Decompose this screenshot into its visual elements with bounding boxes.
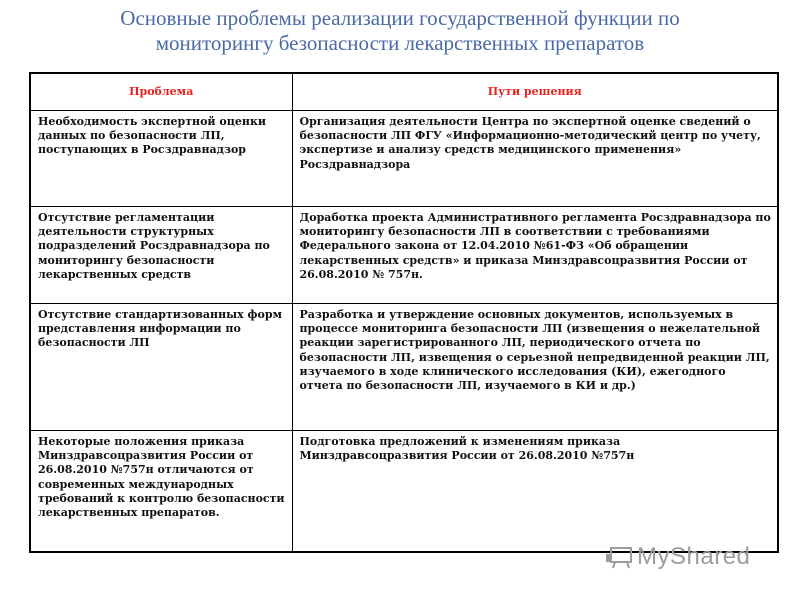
header-problem: Проблема <box>30 73 292 111</box>
problem-cell: Необходимость экспертной оценки данных по безопасности ЛП, поступающих в Росздравнадзор <box>30 111 292 207</box>
solution-cell: Разработка и утверждение основных документов, используемых в процессе мониторинга безопасности ЛП (извещения о нежелательной реакции зарегистрированного ЛП, периодического отчета по безопасности ЛП, извещения о серьезной непредвиденной реакции ЛП, изучаемого в ходе клинического исследования (КИ), ежегодного отчета по безопасности ЛП, изучаемого в КИ и др.) <box>292 304 778 431</box>
title-line-1: Основные проблемы реализации государственной функции по <box>120 6 680 30</box>
table-row <box>30 207 778 304</box>
problem-cell: Отсутствие регламентации деятельности структурных подразделений Росздравнадзора по мониторингу безопасности лекарственных средств <box>30 207 292 304</box>
title-line-2: мониторингу безопасности лекарственных препаратов <box>155 31 645 55</box>
header-row <box>30 73 778 111</box>
header-solutions: Пути решения <box>292 73 778 111</box>
problem-cell: Некоторые положения приказа Минздравсоцразвития России от 26.08.2010 №757н отличаются от современных международных требований к контролю безопасности лекарственных препаратов. <box>30 431 292 552</box>
watermark-text: MyShared <box>637 542 751 570</box>
solution-cell: Подготовка предложений к изменениям приказа Минздравсоцразвития России от 26.08.2010 №757н <box>292 431 778 552</box>
problem-cell: Отсутствие стандартизованных форм представления информации по безопасности ЛП <box>30 304 292 431</box>
table-row <box>30 111 778 207</box>
watermark-logo <box>605 541 775 571</box>
presentation-board-icon <box>605 545 633 569</box>
table-row <box>30 431 778 552</box>
solution-cell: Доработка проекта Административного регламента Росздравнадзора по мониторингу безопасности ЛП в соответствии с требованиями Федерального закона от 12.04.2010 №61-ФЗ «Об обращении лекарственных средств» и приказа Минздравсоцразвития России от 26.08.2010 № 757н. <box>292 207 778 304</box>
table-row <box>30 304 778 431</box>
solution-cell: Организация деятельности Центра по экспертной оценке сведений о безопасности ЛП ФГУ «Информационно-методический центр по учету, экспертизе и анализу средств медицинского применения» Росздравнадзора <box>292 111 778 207</box>
problems-table <box>29 72 779 553</box>
slide-title <box>0 6 800 56</box>
